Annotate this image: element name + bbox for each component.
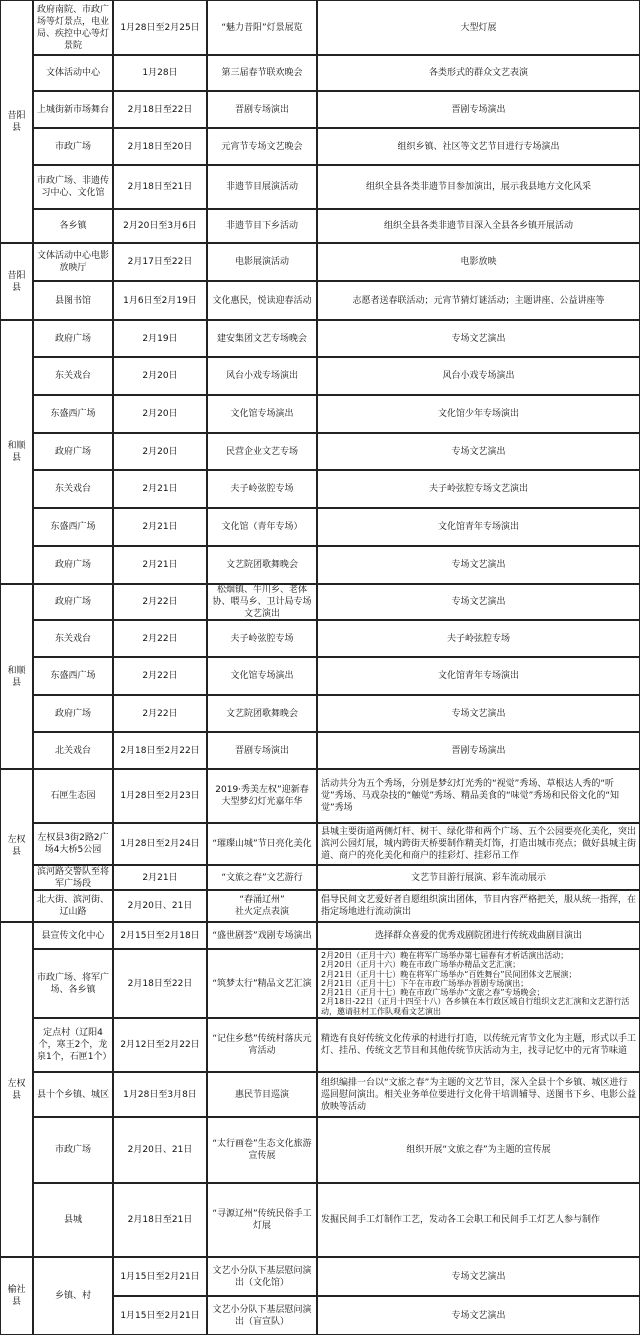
time-cell: 2月18日至20日 bbox=[113, 128, 207, 165]
venue-cell: 各乡镇 bbox=[33, 209, 113, 243]
county-cell: 左权县 bbox=[0, 922, 33, 1257]
event-cell: “筑梦太行”精品文艺汇演 bbox=[207, 949, 317, 1018]
event-cell: “太行画卷”生态文化旅游宣传展 bbox=[207, 1117, 317, 1183]
event-cell: 文艺院团歌舞晚会 bbox=[207, 695, 317, 732]
time-cell: 2月20日 bbox=[113, 433, 207, 470]
event-cell: 文艺院团歌舞晚会 bbox=[207, 546, 317, 584]
time-cell: 1月28日至3月8日 bbox=[113, 1072, 207, 1117]
time-cell: 2月18日至21日 bbox=[113, 165, 207, 209]
venue-cell: 石匣生态园 bbox=[33, 769, 113, 823]
county-cell: 昔阳县 bbox=[0, 0, 33, 243]
venue-cell: 北大街、滨河街、辽山路 bbox=[33, 890, 113, 922]
content-cell: 文化馆少年专场演出 bbox=[317, 395, 640, 433]
venue-cell: 东关戏台 bbox=[33, 620, 113, 657]
event-cell: 文艺小分队下基层慰问演出（盲宣队） bbox=[207, 1296, 317, 1335]
content-cell: 专场文艺演出 bbox=[317, 584, 640, 620]
event-cell: 元宵节专场文艺晚会 bbox=[207, 128, 317, 165]
time-cell: 2月20日 bbox=[113, 357, 207, 395]
county-cell: 昔阳县 bbox=[0, 243, 33, 320]
content-cell: 组织编排一台以“文旅之春”为主题的文艺节目，深入全县十个乡镇、城区进行巡回慰问演出。相关业务单位要进行文化骨干培训辅导、送图书下乡、电影公益放映等活动 bbox=[317, 1072, 640, 1117]
venue-cell: 县宣传文化中心 bbox=[33, 922, 113, 949]
event-cell: 建安集团文艺专场晚会 bbox=[207, 320, 317, 357]
time-cell: 2月20日、21日 bbox=[113, 890, 207, 922]
time-cell: 2月21日 bbox=[113, 508, 207, 546]
event-cell: 非遗节目展演活动 bbox=[207, 165, 317, 209]
venue-cell: 市政广场 bbox=[33, 1117, 113, 1183]
content-cell: 电影放映 bbox=[317, 243, 640, 281]
event-cell: 电影展演活动 bbox=[207, 243, 317, 281]
time-cell: 2月18日至21日 bbox=[113, 1183, 207, 1257]
venue-cell: 政府广场 bbox=[33, 695, 113, 732]
venue-cell: 东关戏台 bbox=[33, 470, 113, 508]
content-cell: 发掘民间手工灯制作工艺，发动各工会职工和民间手工灯艺人参与制作 bbox=[317, 1183, 640, 1257]
time-cell: 2月22日 bbox=[113, 620, 207, 657]
event-cell: 文化馆专场演出 bbox=[207, 657, 317, 695]
time-cell: 2月15日至2月18日 bbox=[113, 922, 207, 949]
venue-cell: 东盛西广场 bbox=[33, 395, 113, 433]
time-cell: 2月21日 bbox=[113, 470, 207, 508]
county-cell: 左权县 bbox=[0, 769, 33, 922]
venue-cell: 市政广场、非遗传习中心、文化馆 bbox=[33, 165, 113, 209]
content-cell: 选择群众喜爱的优秀戏剧院团进行传统戏曲剧目演出 bbox=[317, 922, 640, 949]
time-cell: 2月22日 bbox=[113, 584, 207, 620]
content-cell: 晋剧专场演出 bbox=[317, 732, 640, 769]
event-cell: 文化惠民，悦读迎春活动 bbox=[207, 281, 317, 320]
event-cell: 晋剧专场演出 bbox=[207, 91, 317, 128]
time-cell: 2月21日 bbox=[113, 546, 207, 584]
venue-cell: 北关戏台 bbox=[33, 732, 113, 769]
time-cell: 2月20日至3月6日 bbox=[113, 209, 207, 243]
venue-cell: 东盛西广场 bbox=[33, 508, 113, 546]
time-cell: 2月17日至22日 bbox=[113, 243, 207, 281]
event-cell: “璀璨山城”节日亮化美化 bbox=[207, 823, 317, 865]
event-cell: 文艺小分队下基层慰问演出（文化馆） bbox=[207, 1257, 317, 1296]
venue-cell: 县城 bbox=[33, 1183, 113, 1257]
event-cell: 2019·秀美左权”迎新春大型梦幻灯光嘉年华 bbox=[207, 769, 317, 823]
venue-cell: 东关戏台 bbox=[33, 357, 113, 395]
content-cell: 组织全县各类非遗节目深入全县各乡镇开展活动 bbox=[317, 209, 640, 243]
content-cell: 精选有良好传统文化传承的村进行打造，以传统元宵节文化为主题，形式以手工灯、挂吊、传统文艺节目和其他传统节庆活动为主，找寻记忆中的元宵节味道 bbox=[317, 1018, 640, 1072]
venue-cell: 乡镇、村 bbox=[33, 1257, 113, 1335]
time-cell: 1月15日至2月21日 bbox=[113, 1257, 207, 1296]
venue-cell: 左权县3街2路2广场4大桥5公园 bbox=[33, 823, 113, 865]
venue-cell: 政府南院、市政广场等灯景点，电业局、疾控中心等灯景院 bbox=[33, 0, 113, 55]
time-cell: 1月28日至2月23日 bbox=[113, 769, 207, 823]
event-cell: 非遗节目下乡活动 bbox=[207, 209, 317, 243]
event-cell: 夫子岭弦腔专场 bbox=[207, 470, 317, 508]
event-cell: 文化馆专场演出 bbox=[207, 395, 317, 433]
venue-cell: 县十个乡镇、城区 bbox=[33, 1072, 113, 1117]
time-cell: 1月6日至2月19日 bbox=[113, 281, 207, 320]
event-cell: 惠民节目巡演 bbox=[207, 1072, 317, 1117]
venue-cell: 文体活动中心 bbox=[33, 55, 113, 91]
event-cell: “记住乡愁”传统村落庆元宵活动 bbox=[207, 1018, 317, 1072]
content-cell: 专场文艺演出 bbox=[317, 695, 640, 732]
content-cell: 组织乡镇、社区等文艺节目进行专场演出 bbox=[317, 128, 640, 165]
venue-cell: 滨河路交警队至将军广场段 bbox=[33, 865, 113, 890]
content-cell: 组织开展“文旅之春”为主题的宣传展 bbox=[317, 1117, 640, 1183]
event-cell: “文旅之春”文艺游行 bbox=[207, 865, 317, 890]
content-cell: 活动共分为五个秀场，分别是梦幻灯光秀的“视觉”秀场、草根达人秀的“听觉”秀场、马戏杂技的“触觉”秀场、精品美食的“味觉”秀场和民俗文化的“知觉”秀场 bbox=[317, 769, 640, 823]
time-cell: 2月18日至22日 bbox=[113, 949, 207, 1018]
event-cell: 松烟镇、牛川乡、老体协、喂马乡、卫计局专场文艺演出 bbox=[207, 584, 317, 620]
content-cell: 晋剧专场演出 bbox=[317, 91, 640, 128]
time-cell: 2月22日 bbox=[113, 657, 207, 695]
time-cell: 1月28日至2月25日 bbox=[113, 0, 207, 55]
time-cell: 2月22日 bbox=[113, 695, 207, 732]
event-cell: 文化馆（青年专场） bbox=[207, 508, 317, 546]
event-cell: 民营企业文艺专场 bbox=[207, 433, 317, 470]
event-cell: 夫子岭弦腔专场 bbox=[207, 620, 317, 657]
content-cell: 专场文艺演出 bbox=[317, 546, 640, 584]
venue-cell: 定点村（辽阳4个，寒王2个，龙泉1个，石匣1个） bbox=[33, 1018, 113, 1072]
content-cell: 专场文艺演出 bbox=[317, 433, 640, 470]
venue-cell: 政府广场 bbox=[33, 433, 113, 470]
event-cell: 晋剧专场演出 bbox=[207, 732, 317, 769]
time-cell: 1月15日至2月21日 bbox=[113, 1296, 207, 1335]
county-cell: 榆社县 bbox=[0, 1257, 33, 1335]
county-cell: 和顺县 bbox=[0, 584, 33, 769]
content-cell: 专场文艺演出 bbox=[317, 1257, 640, 1296]
venue-cell: 市政广场 bbox=[33, 128, 113, 165]
time-cell: 2月18日至2月22日 bbox=[113, 732, 207, 769]
event-cell: 风台小戏专场演出 bbox=[207, 357, 317, 395]
venue-cell: 政府广场 bbox=[33, 546, 113, 584]
content-cell: 夫子岭弦腔专场文艺演出 bbox=[317, 470, 640, 508]
content-cell: 专场文艺演出 bbox=[317, 1296, 640, 1335]
event-cell: “寻源辽州”传统民俗手工灯展 bbox=[207, 1183, 317, 1257]
venue-cell: 政府广场 bbox=[33, 320, 113, 357]
time-cell: 1月28日至2月24日 bbox=[113, 823, 207, 865]
content-cell: 组织全县各类非遗节目参加演出，展示我县地方文化风采 bbox=[317, 165, 640, 209]
event-cell: “盛世剧荟”戏剧专场演出 bbox=[207, 922, 317, 949]
venue-cell: 县图书馆 bbox=[33, 281, 113, 320]
time-cell: 2月20日、21日 bbox=[113, 1117, 207, 1183]
content-cell: 专场文艺演出 bbox=[317, 320, 640, 357]
content-cell: 大型灯展 bbox=[317, 0, 640, 55]
content-cell: 志愿者送春联活动；元宵节猜灯谜活动；主题讲座、公益讲座等 bbox=[317, 281, 640, 320]
content-cell: 文化馆青年专场演出 bbox=[317, 508, 640, 546]
event-cell: “魅力昔阳”灯景展览 bbox=[207, 0, 317, 55]
venue-cell: 政府广场 bbox=[33, 584, 113, 620]
venue-cell: 东盛西广场 bbox=[33, 657, 113, 695]
content-cell: 倡导民间文艺爱好者自愿组织演出团体，节目内容严格把关，服从统一指挥，在指定场地进行流动演出 bbox=[317, 890, 640, 922]
time-cell: 2月20日 bbox=[113, 395, 207, 433]
venue-cell: 上城街新市场舞台 bbox=[33, 91, 113, 128]
content-cell: 各类形式的群众文艺表演 bbox=[317, 55, 640, 91]
content-cell: 县城主要街道两侧灯杆、树干、绿化带和两个广场、五个公园要亮化美化，突出滨河公园灯展，城内跨街天桥要制作精美灯饰，打造出城市亮点；做好县城主街道、商户的亮化美化和商户的挂彩灯、挂彩吊工作 bbox=[317, 823, 640, 865]
time-cell: 2月12日至2月22日 bbox=[113, 1018, 207, 1072]
time-cell: 2月21日 bbox=[113, 865, 207, 890]
content-cell: 夫子岭弦腔专场 bbox=[317, 620, 640, 657]
venue-cell: 市政广场、将军广场、各乡镇 bbox=[33, 949, 113, 1018]
content-cell: 文艺节目游行展演、彩车流动展示 bbox=[317, 865, 640, 890]
time-cell: 2月18日至22日 bbox=[113, 91, 207, 128]
content-cell: 风台小戏专场演出 bbox=[317, 357, 640, 395]
time-cell: 2月19日 bbox=[113, 320, 207, 357]
county-cell: 和顺县 bbox=[0, 320, 33, 584]
content-cell: 2月20日（正月十六）晚在将军广场举办第七届春有才析话演出活动； 2月20日（正月十六）晚在市政广场举办精品文艺汇演； 2月21日（正月十七）晚在将军广场举办“百姓舞台”民间团体文艺展演； 2月21日（正月十七）下午在市政广场举办晋剧专场演出； 2月21日（正月十七）晚在市政广场举办“文旅之春”专场晚会； 2月18日-22日（正月十四至十八）各乡镇在本行政区域自行组织文艺汇演和文艺游行活动，邀请驻村工作队观看文艺演出 bbox=[317, 949, 640, 1018]
venue-cell: 文体活动中心电影放映厅 bbox=[33, 243, 113, 281]
content-cell: 文化馆青年专场演出 bbox=[317, 657, 640, 695]
time-cell: 1月28日 bbox=[113, 55, 207, 91]
event-cell: 第三届春节联欢晚会 bbox=[207, 55, 317, 91]
event-cell: “春涌辽州” 社火定点表演 bbox=[207, 890, 317, 922]
